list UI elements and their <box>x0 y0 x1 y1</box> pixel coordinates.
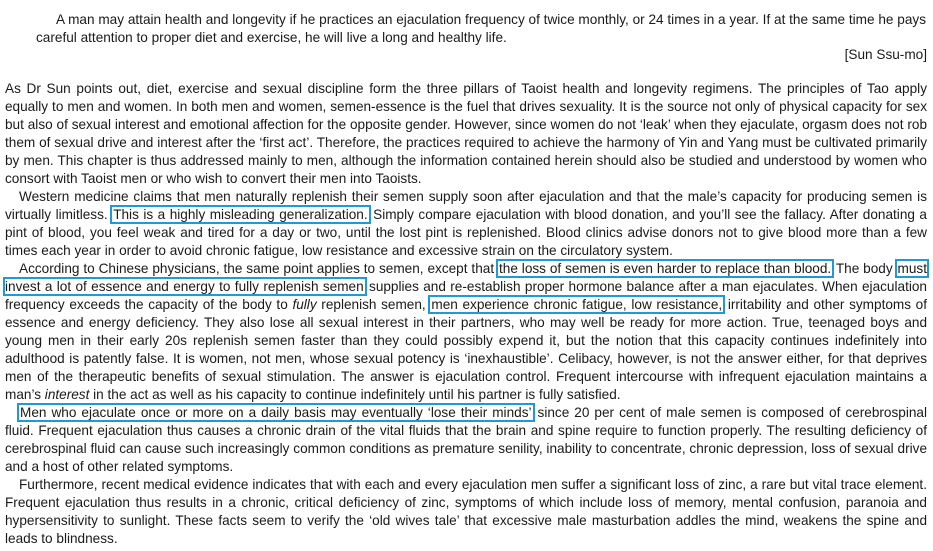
emphasis-interest: interest <box>44 387 90 402</box>
body-text <box>5 80 927 548</box>
paragraph-3-text-b: The body <box>835 261 893 276</box>
paragraph-3-text-a: According to Chinese physicians, the same point applies to semen, except that <box>19 261 495 276</box>
paragraph-2 <box>5 188 927 260</box>
highlight-lose-their-minds: Men who ejaculate once or more on a daily basis may eventually ‘lose their minds’ <box>20 405 532 420</box>
highlight-misleading-generalization: This is a highly misleading generalization. <box>113 207 368 222</box>
highlight-semen-harder-to-replace: the loss of semen is even harder to replace than blood. <box>499 261 832 276</box>
paragraph-3 <box>5 260 927 404</box>
highlight-invest-essence-energy: must invest a lot of essence and energy to fully replenish semen <box>5 261 928 294</box>
paragraph-2-text-a: Western medicine claims that men naturally replenish their semen supply soon after ejaculation and that the male’s capacity for producing semen is virtually limitless. <box>5 189 927 222</box>
paragraph-2-text-b: Simply compare ejaculation with blood donation, and you’ll see the fallacy. After donating a pint of blood, you feel weak and tired for a day or two, until the lost pint is replenished. Blood clinics advise donors not to give blood more than a few times each year in order to avoid chronic fatigue, low resistance and excessive strain on the circulatory system. <box>5 207 927 258</box>
highlight-chronic-fatigue: men experience chronic fatigue, low resistance, <box>431 297 723 312</box>
paragraph-3-text-d: replenish semen, <box>321 297 426 312</box>
paragraph-1: As Dr Sun points out, diet, exercise and sexual discipline form the three pillars of Taoist health and longevity regimens. The principles of Tao apply equally to men and women. In both men and women, semen-essence is the fuel that drives sexuality. It is the source not only of physical capacity for sex but also of sexual interest and emotional affection for the opposite gender. However, since women do not ‘leak’ when they ejaculate, orgasm does not rob them of sexual drive and interest after the ‘first act’. Therefore, the practices required to achieve the harmony of Yin and Yang must be cultivated primarily by men. This chapter is thus addressed mainly to men, although the information contained herein should also be studied and understood by women who consort with Taoist men or who wish to convert their men into Taoists. <box>5 81 927 186</box>
paragraph-4 <box>5 404 927 476</box>
paragraph-3-text-e: irritability and other symptoms of essence and energy deficiency. They also lose all sexual interest in their partners, who may well be ready for more action. True, teenaged boys and young men in their early 20s replenish semen faster than they could possibly expend it, but the notion that this capacity continues indefinitely into adulthood is patently false. It is women, not men, whose sexual potency is ‘inexhaustible’. Celibacy, however, is not the answer either, for that deprives men of the therapeutic benefits of sexual stimulation. The answer is ejaculation control. Frequent intercourse with infrequent ejaculation maintains a man’s <box>5 297 928 402</box>
paragraph-5: Furthermore, recent medical evidence indicates that with each and every ejaculation men suffer a significant loss of zinc, a rare but vital trace element. Frequent ejaculation thus results in a chronic, critical deficiency of zinc, symptoms of which include loss of memory, mental confusion, paranoia and hypersensitivity to sunlight. These facts seem to verify the ‘old wives tale’ that excessive male masturbation addles the mind, weakens the spine and leads to blindness. <box>5 477 927 546</box>
paragraph-3-text-c: supplies and re-establish proper hormone balance after a man ejaculates. When ejaculation frequency exceeds the capacity of the body to <box>5 279 927 312</box>
emphasis-fully: fully <box>292 297 317 312</box>
paragraph-3-text-f: in the act as well as his capacity to continue indefinitely until his partner is fully satisfied. <box>93 387 621 402</box>
epigraph-attribution: [Sun Ssu-mo] <box>844 47 927 62</box>
epigraph-quote: A man may attain health and longevity if he practices an ejaculation frequency of twice monthly, or 24 times in a year. If at the same time he pays careful attention to proper diet and exercise, he will live a long and healthy life. <box>36 12 926 45</box>
paragraph-4-text-b: since 20 per cent of male semen is composed of cerebrospinal fluid. Frequent ejaculation thus causes a chronic drain of the vital fluids that the brain and spine require to function properly. The resulting deficiency of cerebrospinal fluid can cause such increasingly common conditions as premature senility, inability to concentrate, chronic depression, loss of sexual drive and a host of other related symptoms. <box>5 405 927 474</box>
